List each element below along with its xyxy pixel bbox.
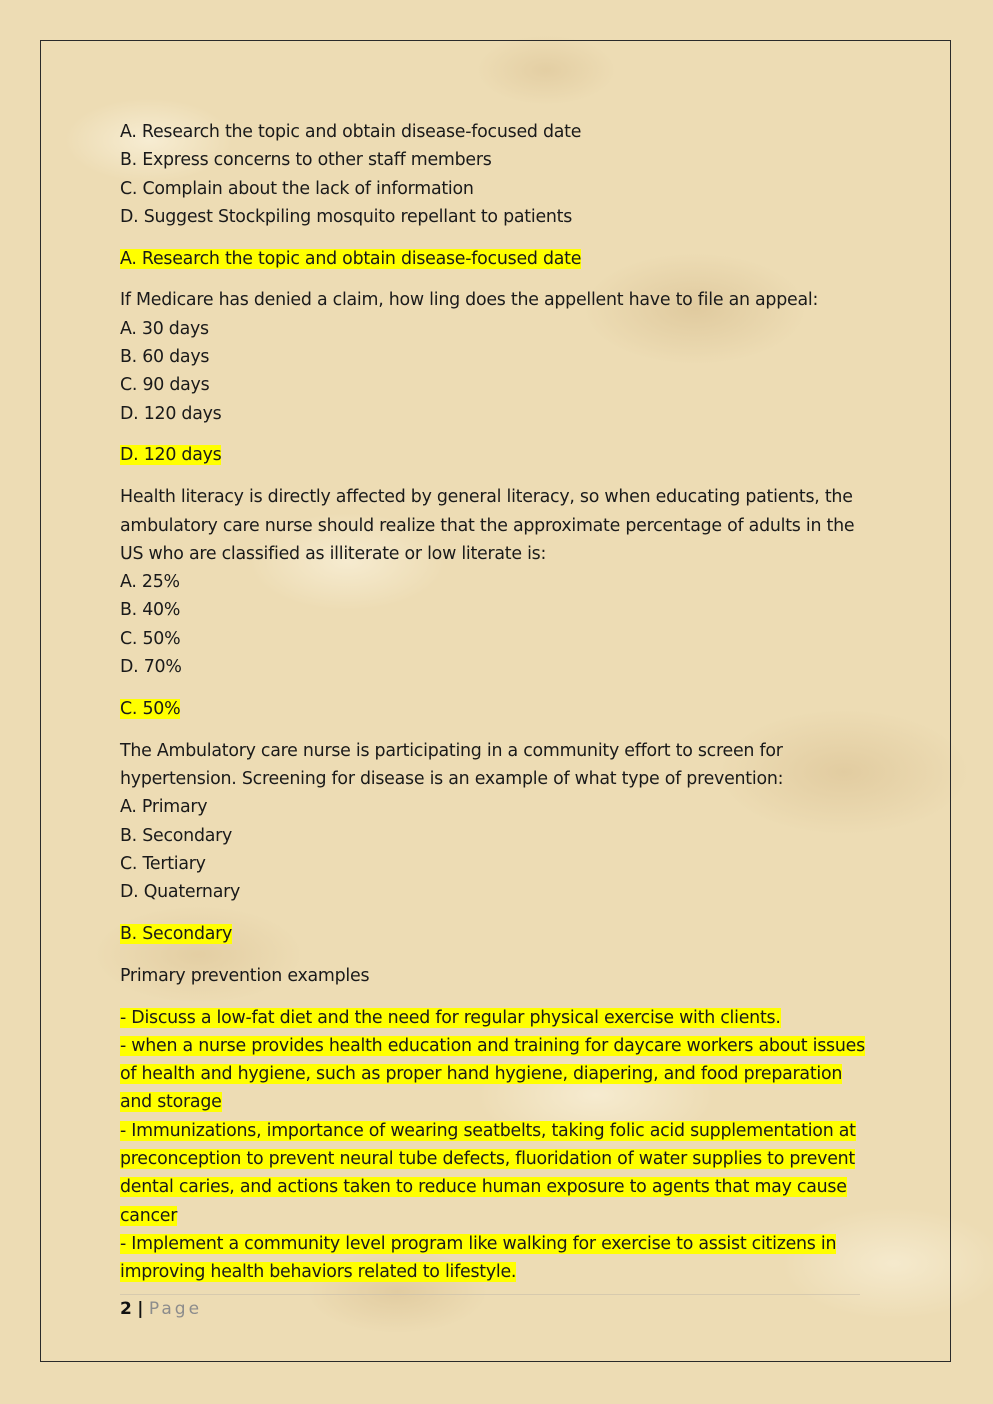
line-text: Health literacy is directly affected by general literacy, so when educating patients, the	[120, 487, 853, 508]
text-line	[120, 483, 870, 511]
highlighted-line	[120, 1258, 870, 1286]
line-text: cancer	[120, 1205, 178, 1226]
line-text: A. Research the topic and obtain disease-focused date	[120, 122, 582, 142]
text-line	[120, 596, 870, 624]
paragraph-gap	[120, 990, 870, 1004]
paragraph-gap	[120, 428, 870, 442]
highlighted-line	[120, 245, 870, 273]
text-line	[120, 175, 870, 203]
line-text: C. 50%	[120, 698, 181, 719]
line-text: preconception to prevent neural tube defects, fluoridation of water supplies to prevent	[120, 1149, 855, 1169]
text-line	[120, 625, 870, 653]
text-line	[120, 737, 870, 765]
line-text: ambulatory care nurse should realize that the approximate percentage of adults in the	[120, 515, 855, 536]
text-line	[120, 400, 870, 428]
page-separator: |	[137, 1299, 144, 1319]
line-text: C. Tertiary	[120, 853, 206, 874]
line-text: B. Express concerns to other staff members	[120, 150, 492, 171]
highlighted-line	[120, 1173, 870, 1201]
highlighted-line	[120, 1117, 870, 1145]
text-line	[120, 512, 870, 540]
paragraph-gap	[120, 906, 870, 920]
line-text: A. Primary	[120, 797, 208, 818]
text-block	[120, 118, 870, 231]
highlighted-line	[120, 1230, 870, 1258]
highlighted-line	[120, 695, 870, 723]
line-text: D. Quaternary	[120, 882, 241, 903]
text-line	[120, 146, 870, 174]
answer-block	[120, 441, 870, 469]
line-text: C. 50%	[120, 628, 181, 649]
text-block	[120, 737, 870, 907]
highlighted-line	[120, 1088, 870, 1116]
line-text: D. 120 days	[120, 445, 222, 466]
page-number: 2	[120, 1299, 132, 1319]
line-text: D. 70%	[120, 657, 182, 678]
paragraph-gap	[120, 231, 870, 245]
line-text: hypertension. Screening for disease is an example of what type of prevention:	[120, 768, 784, 789]
line-text: B. Secondary	[120, 825, 233, 846]
text-line	[120, 962, 870, 990]
answer-block	[120, 920, 870, 948]
paragraph-gap	[120, 723, 870, 737]
text-line	[120, 286, 870, 314]
line-text: The Ambulatory care nurse is participating in a community effort to screen for	[120, 740, 783, 761]
text-line	[120, 850, 870, 878]
answer-block	[120, 245, 870, 273]
highlighted-line	[120, 441, 870, 469]
line-text: and storage	[120, 1092, 222, 1113]
line-text: C. Complain about the lack of information	[120, 178, 474, 199]
document-body	[120, 118, 870, 1286]
highlighted-line	[120, 1202, 870, 1230]
line-text: B. 60 days	[120, 347, 210, 368]
line-text: D. Suggest Stockpiling mosquito repellant to patients	[120, 206, 573, 227]
line-text: dental caries, and actions taken to reduce human exposure to agents that may cause	[120, 1177, 847, 1198]
text-line	[120, 793, 870, 821]
line-text: Primary prevention examples	[120, 965, 370, 986]
line-text: US who are classified as illiterate or low literate is:	[120, 543, 547, 564]
text-line	[120, 878, 870, 906]
line-text: - Immunizations, importance of wearing seatbelts, taking folic acid supplementation at	[120, 1120, 856, 1141]
text-line	[120, 653, 870, 681]
highlighted-line	[120, 1032, 870, 1060]
text-block	[120, 483, 870, 681]
highlighted-line	[120, 1145, 870, 1173]
line-text: improving health behaviors related to lifestyle.	[120, 1262, 517, 1283]
highlighted-line	[120, 1060, 870, 1088]
line-text: A. Research the topic and obtain disease-focused date	[120, 248, 582, 269]
line-text: If Medicare has denied a claim, how ling does the appellent have to file an appeal:	[120, 290, 819, 311]
answer-block	[120, 695, 870, 723]
text-line	[120, 371, 870, 399]
line-text: B. 40%	[120, 600, 181, 621]
highlighted-line	[120, 1004, 870, 1032]
text-line	[120, 118, 870, 146]
text-line	[120, 540, 870, 568]
paragraph-gap	[120, 470, 870, 484]
text-line	[120, 315, 870, 343]
line-text: A. 25%	[120, 572, 180, 593]
text-line	[120, 203, 870, 231]
text-line	[120, 765, 870, 793]
text-line	[120, 568, 870, 596]
page-label: Page	[148, 1299, 203, 1319]
line-text: C. 90 days	[120, 375, 210, 396]
text-line	[120, 343, 870, 371]
paragraph-gap	[120, 681, 870, 695]
text-line	[120, 822, 870, 850]
highlighted-line	[120, 920, 870, 948]
text-block	[120, 286, 870, 427]
paragraph-gap	[120, 948, 870, 962]
page-footer	[120, 1294, 860, 1323]
answer-block	[120, 1004, 870, 1287]
line-text: B. Secondary	[120, 923, 233, 944]
line-text: A. 30 days	[120, 318, 209, 339]
line-text: - Implement a community level program like walking for exercise to assist citizens in	[120, 1233, 837, 1254]
line-text: - Discuss a low-fat diet and the need for regular physical exercise with clients.	[120, 1007, 781, 1028]
paragraph-gap	[120, 273, 870, 287]
line-text: of health and hygiene, such as proper hand hygiene, diapering, and food preparation	[120, 1064, 843, 1085]
line-text: - when a nurse provides health education and training for daycare workers about issues	[120, 1035, 865, 1056]
text-block	[120, 962, 870, 990]
line-text: D. 120 days	[120, 403, 222, 424]
